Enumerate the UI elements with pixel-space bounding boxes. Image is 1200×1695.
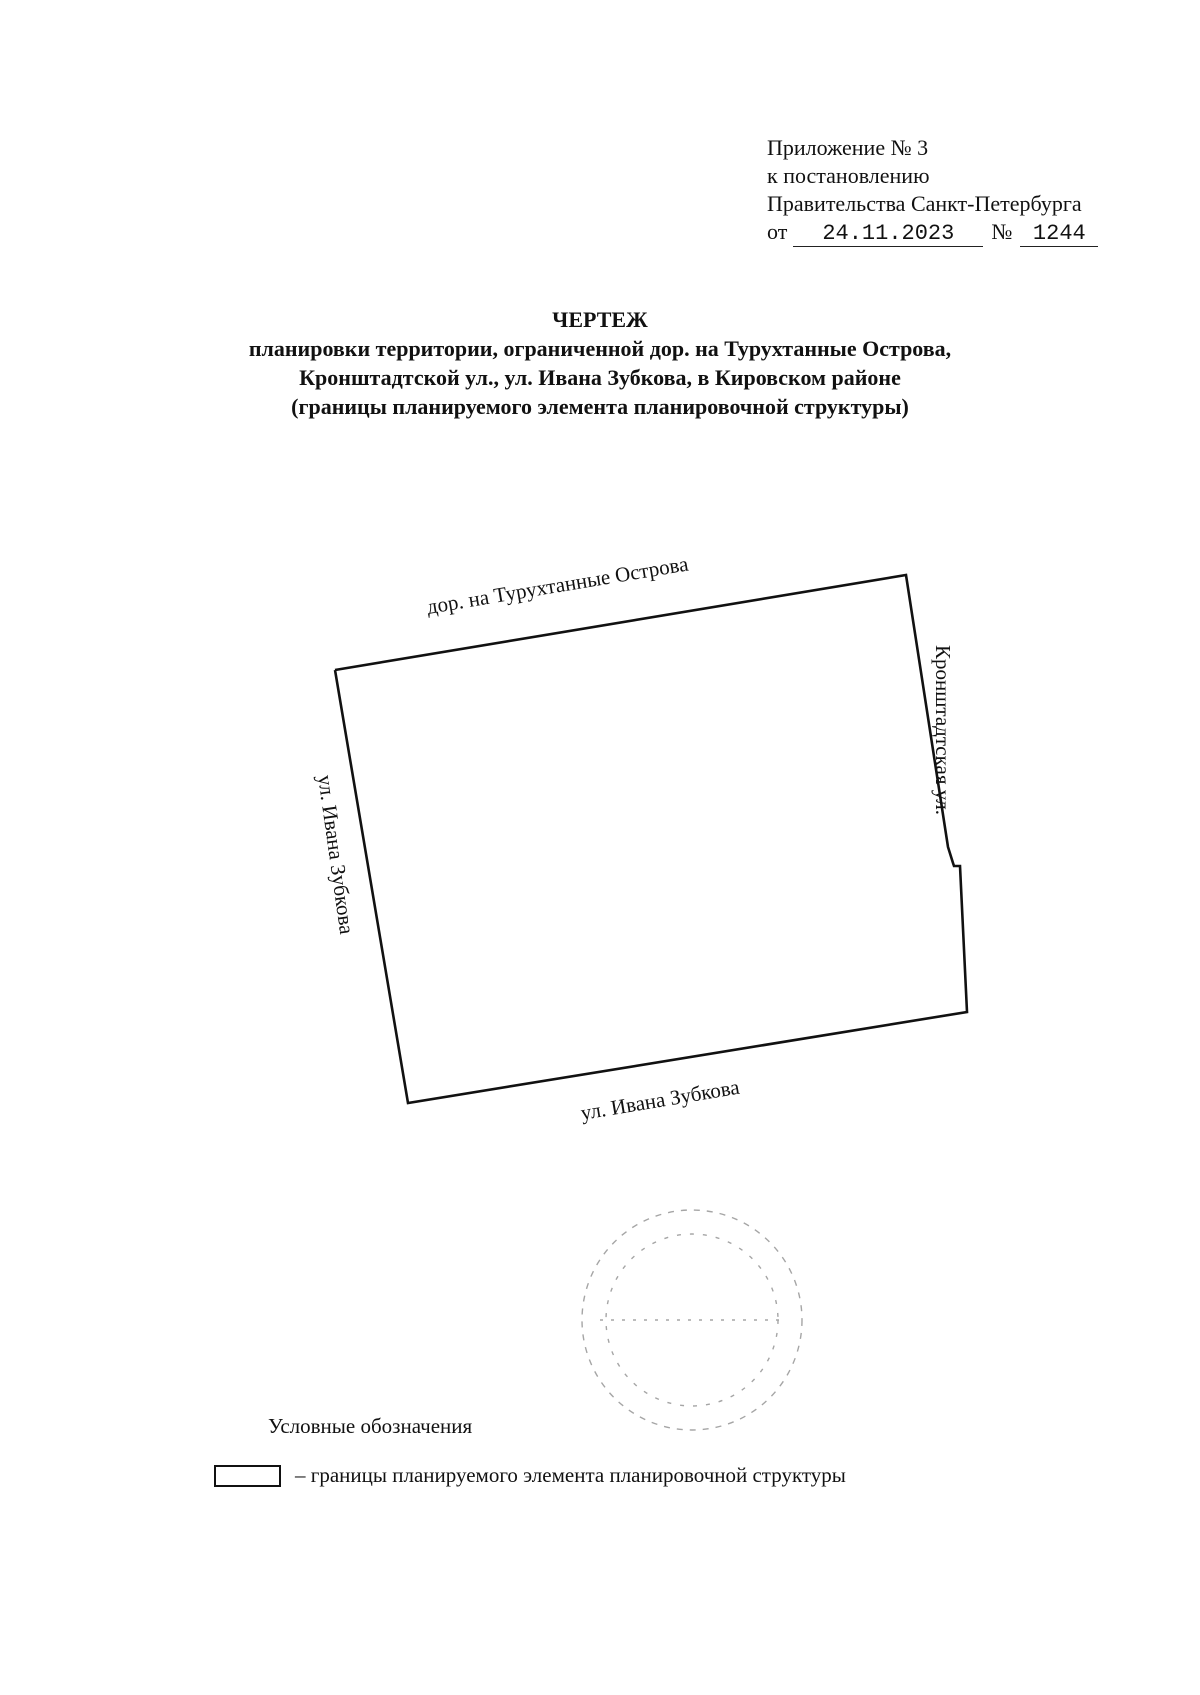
street-label-bottom: ул. Ивана Зубкова (578, 1074, 742, 1125)
street-label-top: дор. на Турухтанные Острова (424, 551, 690, 619)
title-line-3: (границы планируемого элемента планировочной структуры) (291, 394, 909, 419)
seal-stamp (582, 1210, 802, 1430)
resolution-date: 24.11.2023 (793, 222, 983, 247)
title-heading: ЧЕРТЕЖ (552, 307, 648, 332)
appendix-number: Приложение № 3 (767, 135, 929, 160)
government-label: Правительства Санкт-Петербурга (767, 191, 1082, 216)
number-prefix: № (991, 219, 1013, 244)
resolution-number: 1244 (1020, 222, 1098, 247)
legend-item-label: – границы планируемого элемента планировочной структуры (295, 1463, 846, 1487)
resolution-label: к постановлению (767, 163, 930, 188)
legend-item (214, 1463, 846, 1488)
title-line-2: Кронштадтской ул., ул. Ивана Зубкова, в Кировском районе (299, 365, 901, 390)
legend-boundary-swatch (214, 1465, 281, 1487)
title-line-1: планировки территории, ограниченной дор. на Турухтанные Острова, (248, 336, 952, 361)
date-prefix: от (767, 219, 788, 244)
legend-title: Условные обозначения (268, 1414, 473, 1438)
street-label-right: Кронштадтская ул. (931, 645, 955, 816)
street-label-left: ул. Ивана Зубкова (313, 773, 360, 936)
territory-boundary (335, 575, 967, 1103)
